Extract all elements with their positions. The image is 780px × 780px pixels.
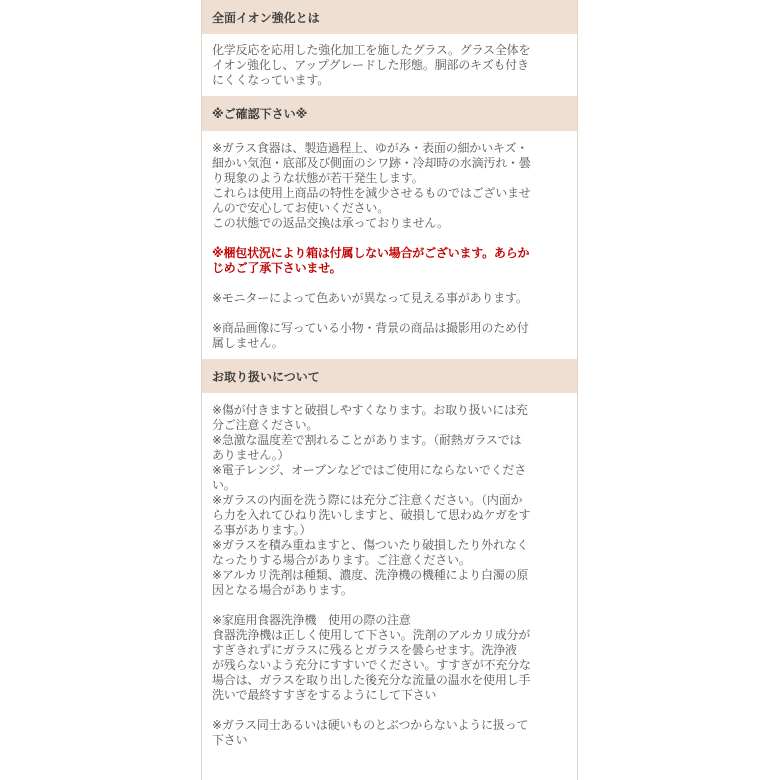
text-line: 下さい [212, 733, 248, 747]
text-line: すぎきれずにガラスに残るとガラスを曇らせます。洗浄液 [212, 643, 517, 657]
packaging-warning-line: じめご了承下さいませ。 [212, 261, 342, 275]
text-line: んので安心してお使いください。 [212, 201, 390, 215]
text-line: 因となる場合があります。 [212, 583, 353, 597]
text-line: イオン強化し、アップグレードした形態。胴部のキズも付き [212, 58, 529, 72]
text-line: なったりする場合があります。ご注意ください。 [212, 553, 471, 567]
section-title: お取り扱いについて [212, 369, 320, 384]
section-heading-please-confirm [202, 96, 577, 131]
text-line: ※モニターによって色あいが異なって見える事があります。 [212, 291, 528, 305]
text-line: 化学反応を応用した強化加工を施したグラス。グラス全体を [212, 43, 531, 57]
text-line: ※ガラス同士あるいは硬いものとぶつからないように扱って [212, 718, 529, 732]
text-line: ら力を入れてひねり洗いしますと、破損して思わぬケガをす [212, 508, 531, 522]
text-line: る事があります。） [212, 523, 312, 537]
section-title: 全面イオン強化とは [212, 10, 320, 25]
section-heading-ion-strengthening [202, 0, 577, 34]
section-body-ion-strengthening [202, 34, 577, 96]
section-title: ※ご確認下さい※ [212, 107, 308, 121]
section-body-please-confirm [202, 131, 577, 359]
text-line: この状態での返品交換は承っておりません。 [212, 216, 449, 230]
text-line: り現象のような状態が若干発生します。 [212, 171, 424, 185]
text-line: ※ガラス食器は、製造過程上、ゆがみ・表面の細かいキズ・ [212, 141, 529, 155]
text-line: い。 [212, 478, 236, 492]
text-line: ※商品画像に写っている小物・背景の商品は撮影用のため付 [212, 321, 529, 335]
text-line: 場合は、ガラスを取り出した後充分な流量の温水を使用し手 [212, 673, 531, 687]
text-line: ※急激な温度差で割れることがあります。（耐熱ガラスでは [212, 433, 522, 447]
text-line: ありません。） [212, 448, 290, 462]
text-line: ※電子レンジ、オーブンなどではご使用にならないでくださ [212, 463, 527, 477]
text-line: ※家庭用食器洗浄機 使用の際の注意 [212, 613, 411, 627]
text-line: これらは使用上商品の特性を減少させるものではございませ [212, 186, 531, 200]
text-line: ※傷が付きますと破損しやすくなります。お取り扱いには充 [212, 403, 528, 417]
text-line: が残らないよう充分にすすいでください。すすぎが不充分な [212, 658, 531, 672]
text-line: にくくなっています。 [212, 73, 330, 87]
text-line: 分ご注意ください。 [212, 418, 319, 432]
section-heading-handling [202, 359, 577, 393]
text-line: 食器洗浄機は正しく使用して下さい。洗剤のアルカリ成分が [212, 628, 531, 642]
text-line: ※アルカリ洗剤は種類、濃度、洗浄機の機種により白濁の原 [212, 568, 529, 582]
text-line: ※ガラスを積み重ねますと、傷ついたり破損したり外れなく [212, 538, 529, 552]
product-info-panel [201, 0, 578, 780]
packaging-warning-line: ※梱包状況により箱は付属しない場合がございます。あらか [212, 246, 530, 260]
section-body-handling [202, 393, 577, 748]
text-line: 属しません。 [212, 336, 284, 350]
text-line: 細かい気泡・底部及び側面のシワ跡・冷却時の水滴汚れ・曇 [212, 156, 531, 170]
text-line: ※ガラスの内面を洗う際には充分ご注意ください。（内面か [212, 493, 523, 507]
text-line: 洗いで最終すすぎをするようにして下さい [212, 688, 437, 702]
